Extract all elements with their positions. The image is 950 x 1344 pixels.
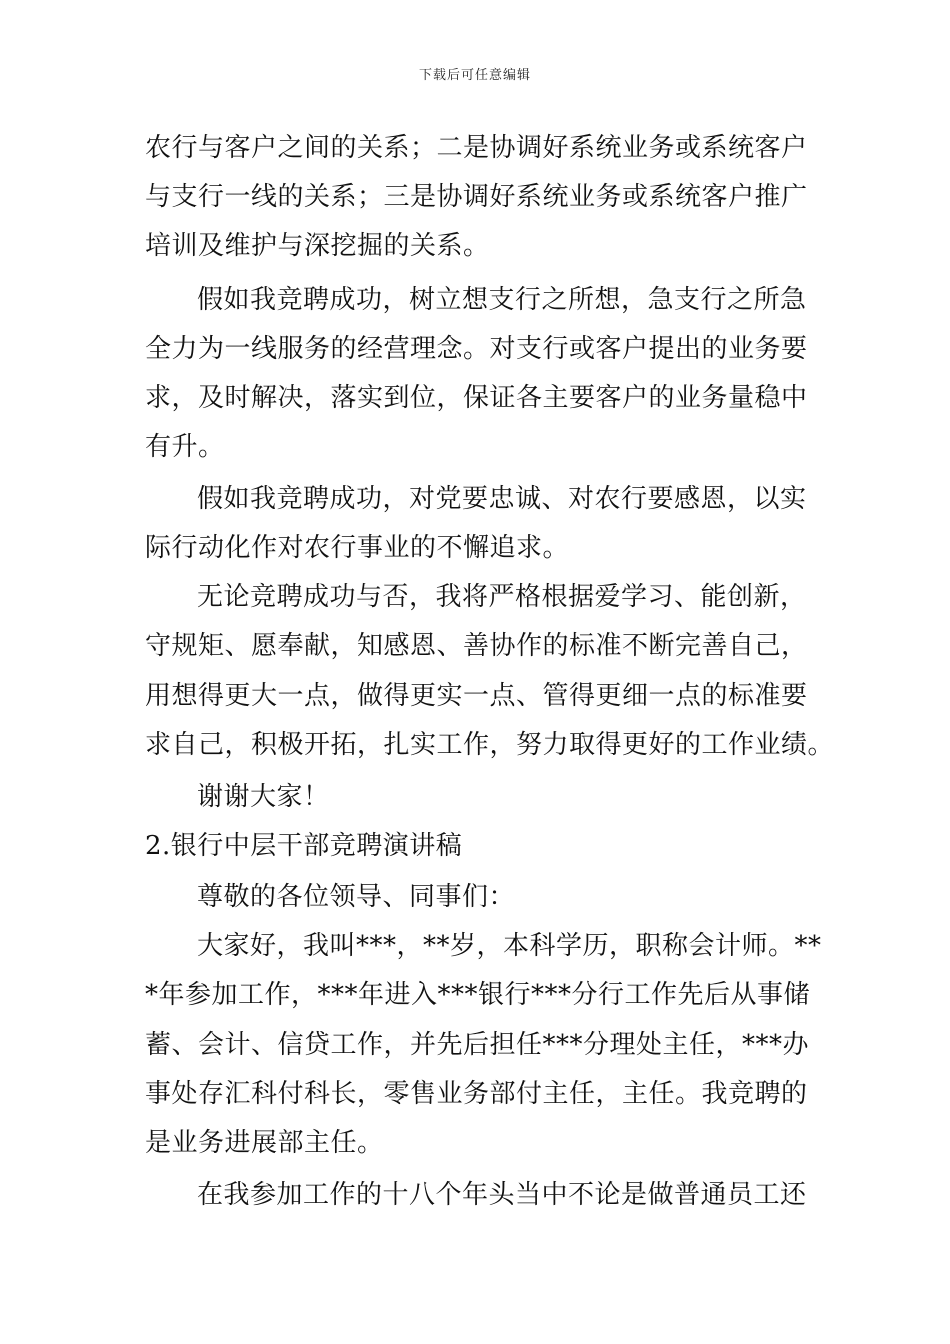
text-line: 农行与客户之间的关系；二是协调好系统业务或系统客户 [145, 133, 808, 163]
text-line: 用想得更大一点，做得更实一点、管得更细一点的标准要 [145, 681, 808, 711]
text-line: 假如我竞聘成功，树立想支行之所想，急支行之所急 [197, 285, 807, 315]
text-line: 际行动化作对农行事业的不懈追求。 [145, 533, 570, 563]
text-line: 培训及维护与深挖掘的关系。 [145, 231, 490, 261]
text-line: 大家好，我叫***，**岁，本科学历，职称会计师。** [197, 931, 822, 961]
text-line: 假如我竞聘成功，对党要忠诚、对农行要感恩，以实 [197, 484, 807, 514]
text-line: 谢谢大家！ [197, 782, 330, 812]
text-line: 求自己，积极开拓，扎实工作，努力取得更好的工作业绩。 [145, 730, 835, 760]
text-line: 全力为一线服务的经营理念。对支行或客户提出的业务要 [145, 334, 808, 364]
page-header: 下载后可任意编辑 [418, 68, 531, 83]
text-line: 守规矩、愿奉献，知感恩、善协作的标准不断完善自己， [145, 631, 808, 661]
text-line: 尊敬的各位领导、同事们： [197, 882, 516, 912]
text-line: 事处存汇科付科长，零售业务部付主任，主任。我竞聘的 [145, 1079, 808, 1109]
text-line: 是业务进展部主任。 [145, 1128, 384, 1158]
text-line: 无论竞聘成功与否，我将严格根据爱学习、能创新， [197, 582, 807, 612]
text-line: 有升。 [145, 432, 225, 462]
text-line: *年参加工作，***年进入***银行***分行工作先后从事储 [145, 980, 811, 1010]
text-line: 蓄、会计、信贷工作，并先后担任***分理处主任，***办 [145, 1030, 810, 1060]
section-heading: 2.银行中层干部竞聘演讲稿 [145, 831, 463, 861]
text-line: 与支行一线的关系；三是协调好系统业务或系统客户推广 [145, 182, 808, 212]
text-line: 求，及时解决，落实到位，保证各主要客户的业务量稳中 [145, 383, 808, 413]
text-line: 在我参加工作的十八个年头当中不论是做普通员工还 [197, 1180, 807, 1210]
